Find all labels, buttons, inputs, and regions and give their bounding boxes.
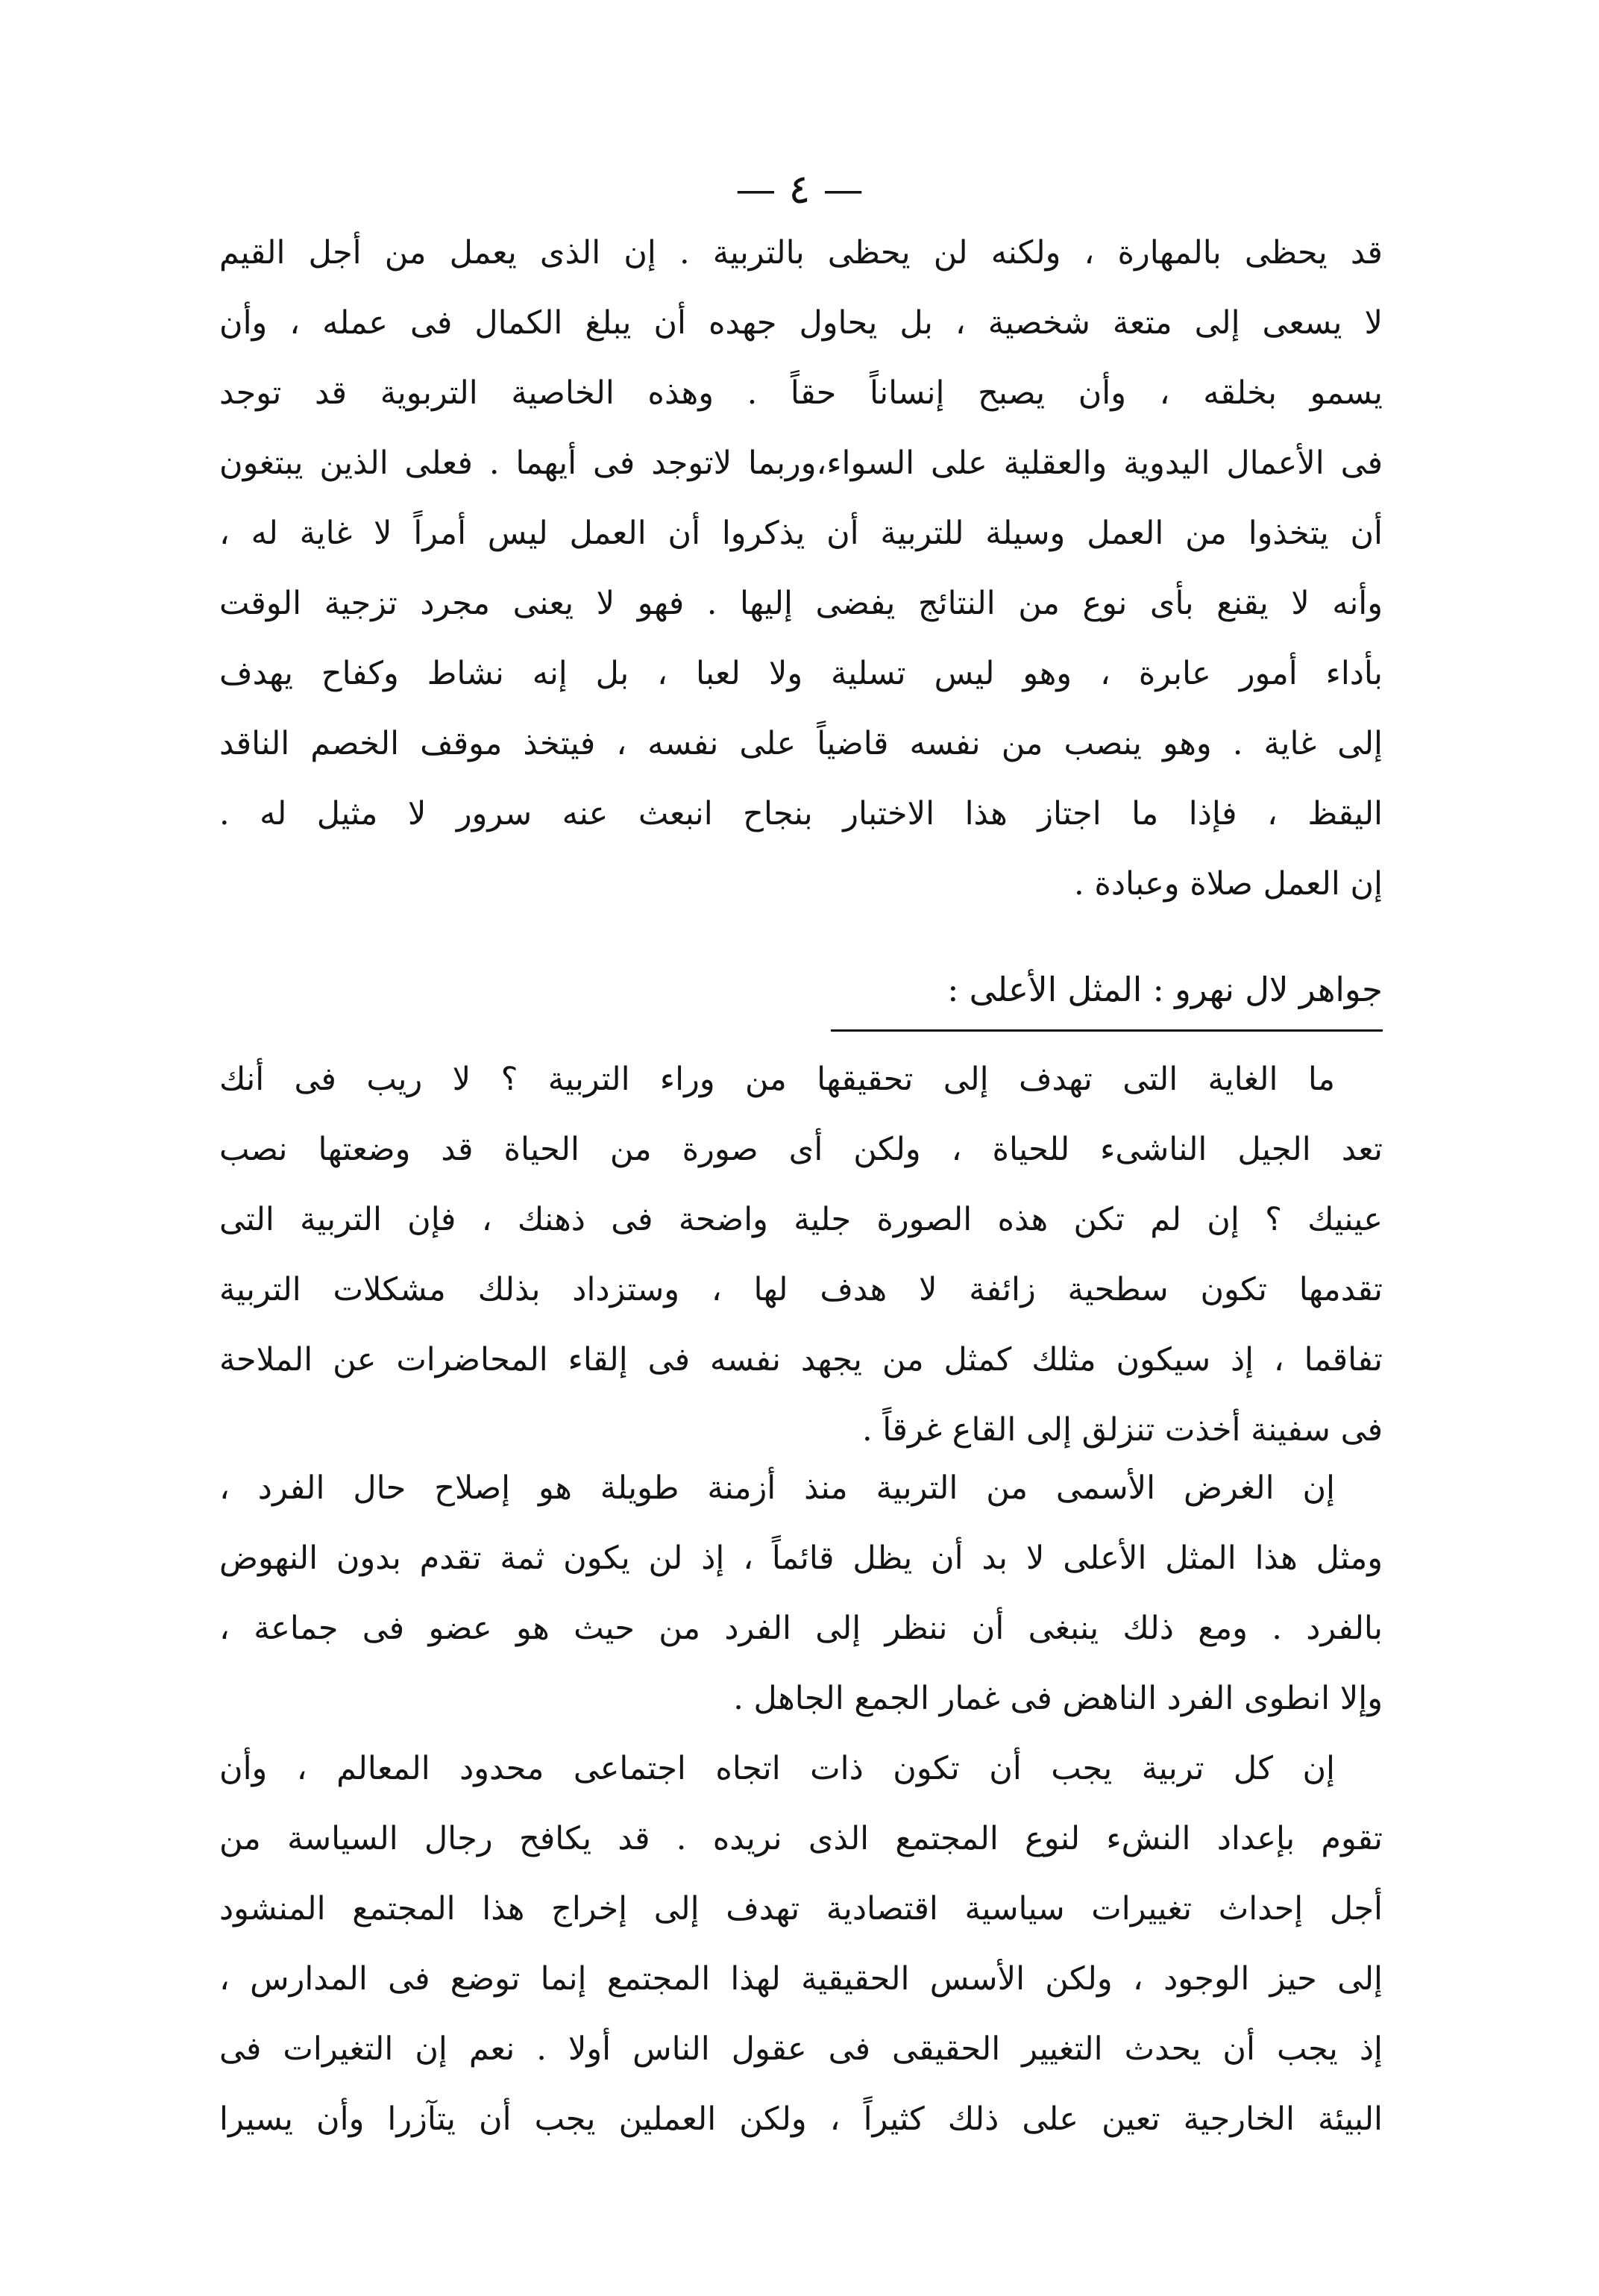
text-line: تقدمها تكون سطحية زائفة لا هدف لها ، وستزداد بذلك مشكلات التربية — [219, 1271, 1383, 1308]
text-line: إن الغرض الأسمى من التربية منذ أزمنة طويلة هو إصلاح حال الفرد ، — [219, 1469, 1335, 1507]
text-line: ومثل هذا المثل الأعلى لا بد أن يظل قائماً ، إذ لن يكون ثمة تقدم بدون النهوض — [219, 1540, 1383, 1577]
text-line: إن العمل صلاة وعبادة . — [1074, 865, 1383, 903]
text-line: فى سفينة أخذت تنزلق إلى القاع غرقاً . — [861, 1411, 1383, 1449]
text-line: تقوم بإعداد النشء لنوع المجتمع الذى نريده . قد يكافح رجال السياسة من — [219, 1820, 1383, 1857]
text-line: ما الغاية التى تهدف إلى تحقيقها من وراء التربية ؟ لا ريب فى أنك — [219, 1061, 1335, 1098]
text-line: إن كل تربية يجب أن تكون ذات اتجاه اجتماعى محدود المعالم ، وأن — [219, 1750, 1335, 1787]
text-line: أن يتخذوا من العمل وسيلة للتربية أن يذكروا أن العمل ليس أمراً لا غاية له ، — [219, 515, 1383, 552]
text-line: إذ يجب أن يحدث التغيير الحقيقى فى عقول الناس أولا . نعم إن التغيرات فى — [219, 2030, 1383, 2068]
section-heading: جواهر لال نهرو : المثل الأعلى : — [831, 956, 1383, 1032]
text-line: فى الأعمال اليدوية والعقلية على السواء،وربما لاتوجد فى أيهما . فعلى الذين يبتغون — [219, 445, 1383, 482]
page-number: — ٤ — — [735, 166, 864, 213]
text-line: عينيك ؟ إن لم تكن هذه الصورة جلية واضحة فى ذهنك ، فإن التربية التى — [219, 1201, 1383, 1238]
text-line: يسمو بخلقه ، وأن يصبح إنساناً حقاً . وهذه الخاصية التربوية قد توجد — [219, 374, 1383, 412]
text-line: تعد الجيل الناشىء للحياة ، ولكن أى صورة من الحياة قد وضعتها نصب — [219, 1131, 1383, 1168]
text-line: وإلا انطوى الفرد الناهض فى غمار الجمع الجاهل . — [733, 1680, 1383, 1717]
paragraph-4 — [219, 1734, 1383, 2154]
paragraph-3 — [219, 1453, 1383, 1734]
paragraph-2 — [219, 1044, 1383, 1465]
text-line: اليقظ ، فإذا ما اجتاز هذا الاختبار بنجاح انبعث عنه سرور لا مثيل له . — [219, 795, 1383, 832]
text-line: وأنه لا يقنع بأى نوع من النتائج يفضى إليها . فهو لا يعنى مجرد تزجية الوقت — [219, 585, 1383, 622]
text-line: بأداء أمور عابرة ، وهو ليس تسلية ولا لعبا ، بل إنه نشاط وكفاح يهدف — [219, 655, 1383, 692]
text-line: تفاقما ، إذ سيكون مثلك كمثل من يجهد نفسه فى إلقاء المحاضرات عن الملاحة — [219, 1341, 1383, 1378]
text-line: البيئة الخارجية تعين على ذلك كثيراً ، ولكن العملين يجب أن يتآزرا وأن يسيرا — [219, 2101, 1383, 2138]
text-line: بالفرد . ومع ذلك ينبغى أن ننظر إلى الفرد من حيث هو عضو فى جماعة ، — [219, 1610, 1383, 1647]
paragraph-1 — [219, 218, 1383, 919]
text-line: أجل إحداث تغييرات سياسية اقتصادية تهدف إلى إخراج هذا المجتمع المنشود — [219, 1890, 1383, 1928]
text-line: إلى حيز الوجود ، ولكن الأسس الحقيقية لهذا المجتمع إنما توضع فى المدارس ، — [219, 1960, 1383, 1998]
text-line: لا يسعى إلى متعة شخصية ، بل يحاول جهده أن يبلغ الكمال فى عمله ، وأن — [219, 304, 1383, 342]
text-line: إلى غاية . وهو ينصب من نفسه قاضياً على نفسه ، فيتخذ موقف الخصم الناقد — [219, 725, 1383, 762]
text-line: قد يحظى بالمهارة ، ولكنه لن يحظى بالتربية . إن الذى يعمل من أجل القيم — [219, 234, 1383, 272]
